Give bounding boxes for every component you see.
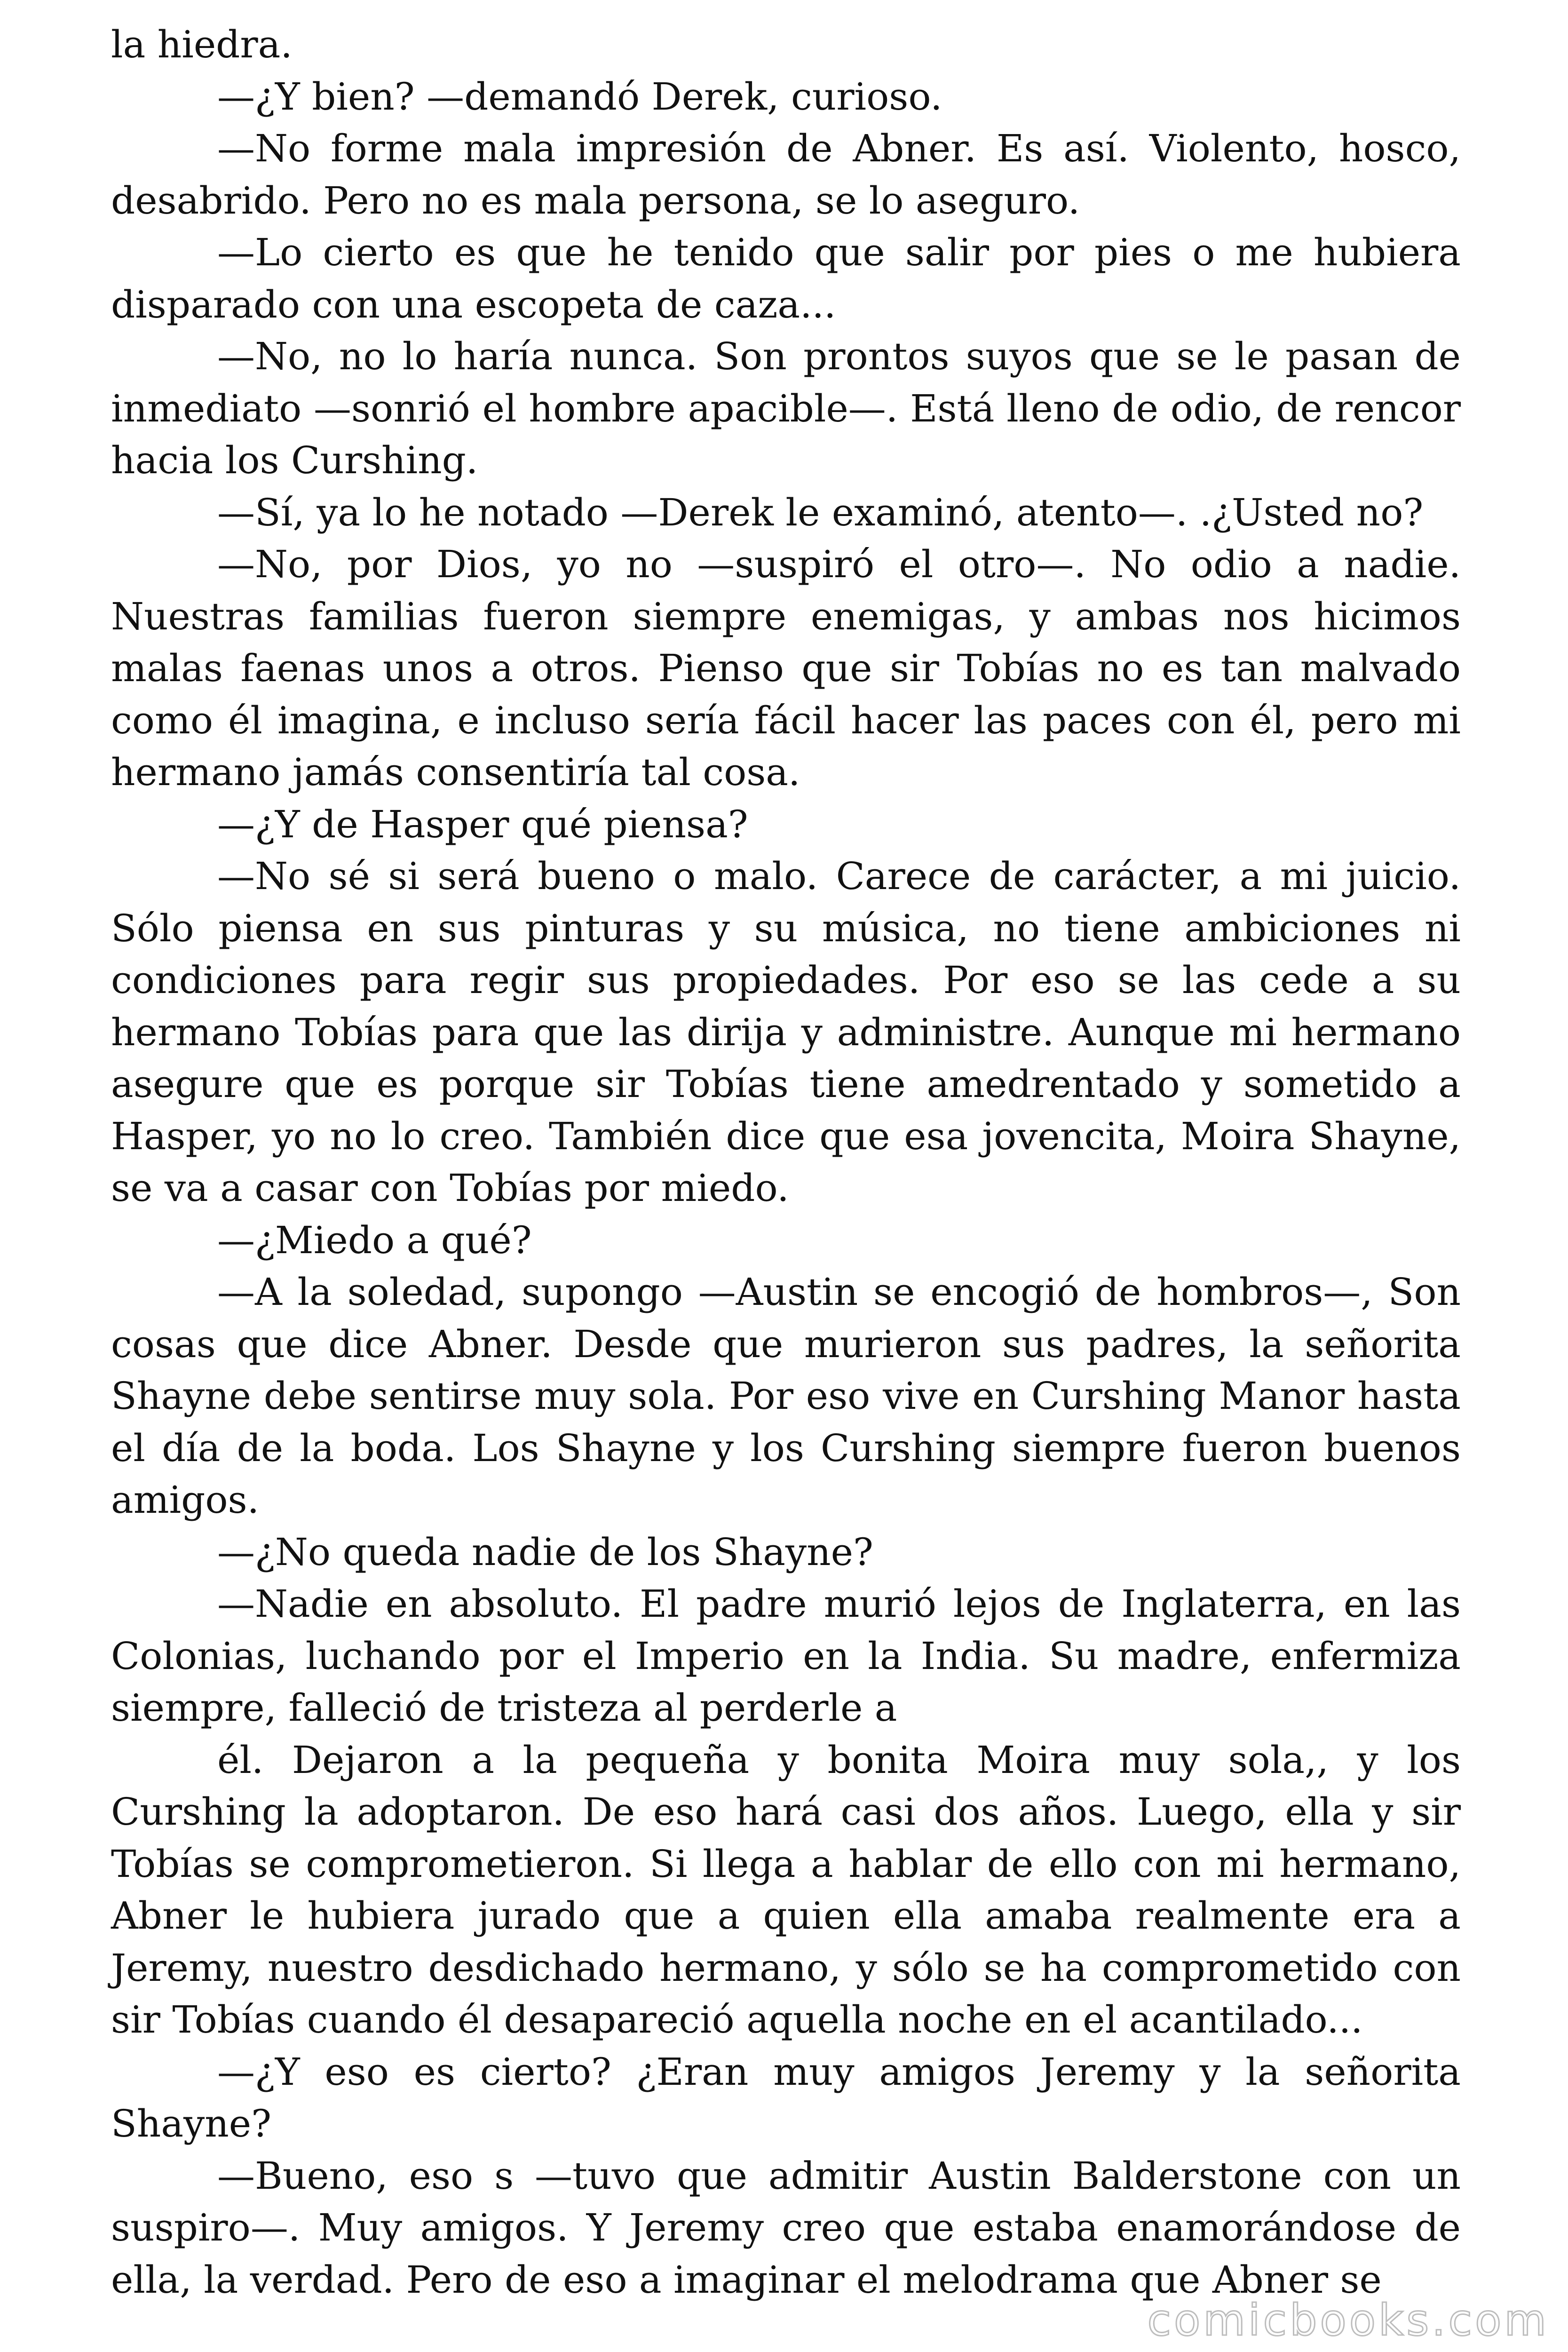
paragraph-15: —¿Y eso es cierto? ¿Eran muy amigos Jeremy y la señorita Shayne? <box>111 2050 1461 2145</box>
paragraph-8: —¿Y de Hasper qué piensa? <box>217 802 748 846</box>
paragraph-13: —Nadie en absoluto. El padre murió lejos de Inglaterra, en las Colonias, luchando por el Imperio en la India. Su madre, enfermiza siempre, falleció de tristeza al perderle a <box>111 1582 1461 1730</box>
book-page <box>111 19 1461 2306</box>
watermark: comicbooks.com <box>1147 2295 1549 2345</box>
paragraph-14: él. Dejaron a la pequeña y bonita Moira muy sola,, y los Curshing la adoptaron. De eso hará casi dos años. Luego, ella y sir Tobías se comprometieron. Si llega a hablar de ello con mi hermano, Abner le hubiera jurado que a quien ella amaba realmente era a Jeremy, nuestro desdichado hermano, y sólo se ha comprometido con sir Tobías cuando él desapareció aquella noche en el acantilado... <box>111 1738 1461 2042</box>
paragraph-16: —Bueno, eso s —tuvo que admitir Austin Balderstone con un suspiro—. Muy amigos. Y Jeremy creo que estaba enamorándose de ella, la verdad. Pero de eso a imaginar el melodrama que Abner se <box>111 2153 1461 2302</box>
paragraph-9: —No sé si será bueno o malo. Carece de carácter, a mi juicio. Sólo piensa en sus pinturas y su música, no tiene ambiciones ni condiciones para regir sus propiedades. Por eso se las cede a su hermano Tobías para que las dirija y administre. Aunque mi hermano asegure que es porque sir Tobías tiene amedrentado y sometido a Hasper, yo no lo creo. También dice que esa jovencita, Moira Shayne, se va a casar con Tobías por miedo. <box>111 854 1461 1210</box>
paragraph-11: —A la soledad, supongo —Austin se encogió de hombros—, Son cosas que dice Abner. Desde que murieron sus padres, la señorita Shayne debe sentirse muy sola. Por eso vive en Curshing Manor hasta el día de la boda. Los Shayne y los Curshing siempre fueron buenos amigos. <box>111 1270 1461 1522</box>
paragraph-1: la hiedra. <box>111 23 293 66</box>
paragraph-4: —Lo cierto es que he tenido que salir por pies o me hubiera disparado con una escopeta de caza... <box>111 230 1461 326</box>
paragraph-2: —¿Y bien? —demandó Derek, curioso. <box>217 74 942 119</box>
paragraph-10: —¿Miedo a qué? <box>217 1218 532 1262</box>
paragraph-12: —¿No queda nadie de los Shayne? <box>217 1530 873 1574</box>
paragraph-6: —Sí, ya lo he notado —Derek le examinó, atento—. .¿Usted no? <box>217 490 1424 534</box>
paragraph-5: —No, no lo haría nunca. Son prontos suyos que se le pasan de inmediato —sonrió el hombre apacible—. Está lleno de odio, de rencor hacia los Curshing. <box>111 334 1461 482</box>
paragraph-7: —No, por Dios, yo no —suspiró el otro—. No odio a nadie. Nuestras familias fueron siempre enemigas, y ambas nos hicimos malas faenas unos a otros. Pienso que sir Tobías no es tan malvado como él imagina, e incluso sería fácil hacer las paces con él, pero mi hermano jamás consentiría tal cosa. <box>111 542 1461 794</box>
paragraph-3: —No forme mala impresión de Abner. Es así. Violento, hosco, desabrido. Pero no es mala persona, se lo aseguro. <box>111 127 1461 222</box>
